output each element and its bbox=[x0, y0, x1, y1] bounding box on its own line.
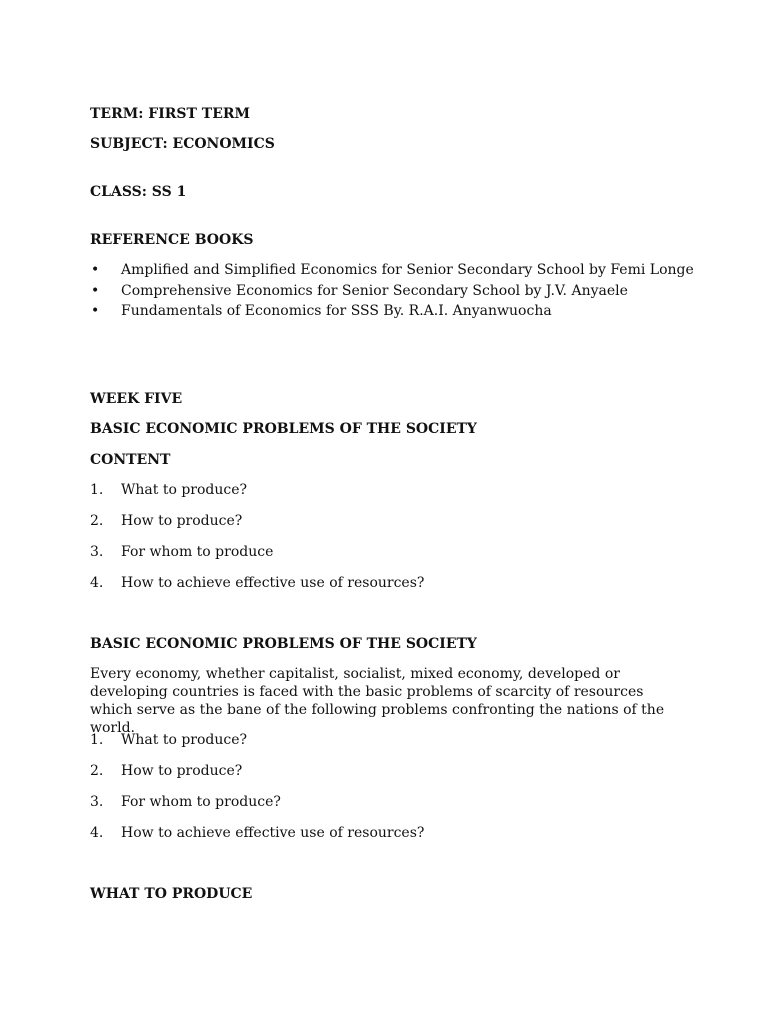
list-item-text: How to produce? bbox=[121, 763, 243, 779]
bullet-icon: • bbox=[91, 303, 100, 319]
class-line: CLASS: SS 1 bbox=[90, 184, 187, 200]
list-number: 3. bbox=[90, 794, 104, 810]
list-number: 1. bbox=[90, 732, 104, 748]
list-number: 1. bbox=[90, 482, 104, 498]
list-item-text: How to achieve effective use of resources? bbox=[121, 825, 425, 841]
week-topic: BASIC ECONOMIC PROBLEMS OF THE SOCIETY bbox=[90, 421, 477, 437]
reference-item-text: Comprehensive Economics for Senior Secondary School by J.V. Anyaele bbox=[121, 283, 628, 299]
list-item-text: What to produce? bbox=[121, 482, 248, 498]
list-item-text: What to produce? bbox=[121, 732, 248, 748]
list-item-text: For whom to produce bbox=[121, 544, 274, 560]
list-number: 2. bbox=[90, 763, 104, 779]
bullet-icon: • bbox=[91, 283, 100, 299]
reference-books-heading: REFERENCE BOOKS bbox=[90, 232, 254, 248]
list-number: 2. bbox=[90, 513, 104, 529]
list-item-text: How to produce? bbox=[121, 513, 243, 529]
list-number: 4. bbox=[90, 575, 104, 591]
section-heading: BASIC ECONOMIC PROBLEMS OF THE SOCIETY bbox=[90, 636, 477, 652]
subject-line: SUBJECT: ECONOMICS bbox=[90, 136, 275, 152]
list-number: 3. bbox=[90, 544, 104, 560]
reference-item-text: Fundamentals of Economics for SSS By. R.A.I. Anyanwuocha bbox=[121, 303, 552, 319]
subsection-heading: WHAT TO PRODUCE bbox=[90, 886, 253, 902]
content-heading: CONTENT bbox=[90, 452, 171, 468]
list-item-text: How to achieve effective use of resources? bbox=[121, 575, 425, 591]
term-line: TERM: FIRST TERM bbox=[90, 106, 251, 122]
list-number: 4. bbox=[90, 825, 104, 841]
bullet-icon: • bbox=[91, 262, 100, 278]
week-label: WEEK FIVE bbox=[90, 391, 183, 407]
list-item-text: For whom to produce? bbox=[121, 794, 281, 810]
reference-item-text: Amplified and Simplified Economics for Senior Secondary School by Femi Longe bbox=[121, 262, 694, 278]
section-paragraph: Every economy, whether capitalist, socialist, mixed economy, developed or developing countries is faced with the basic problems of scarcity of resources which serve as the bane of the following problems confronting the nations of the world. bbox=[90, 666, 665, 736]
